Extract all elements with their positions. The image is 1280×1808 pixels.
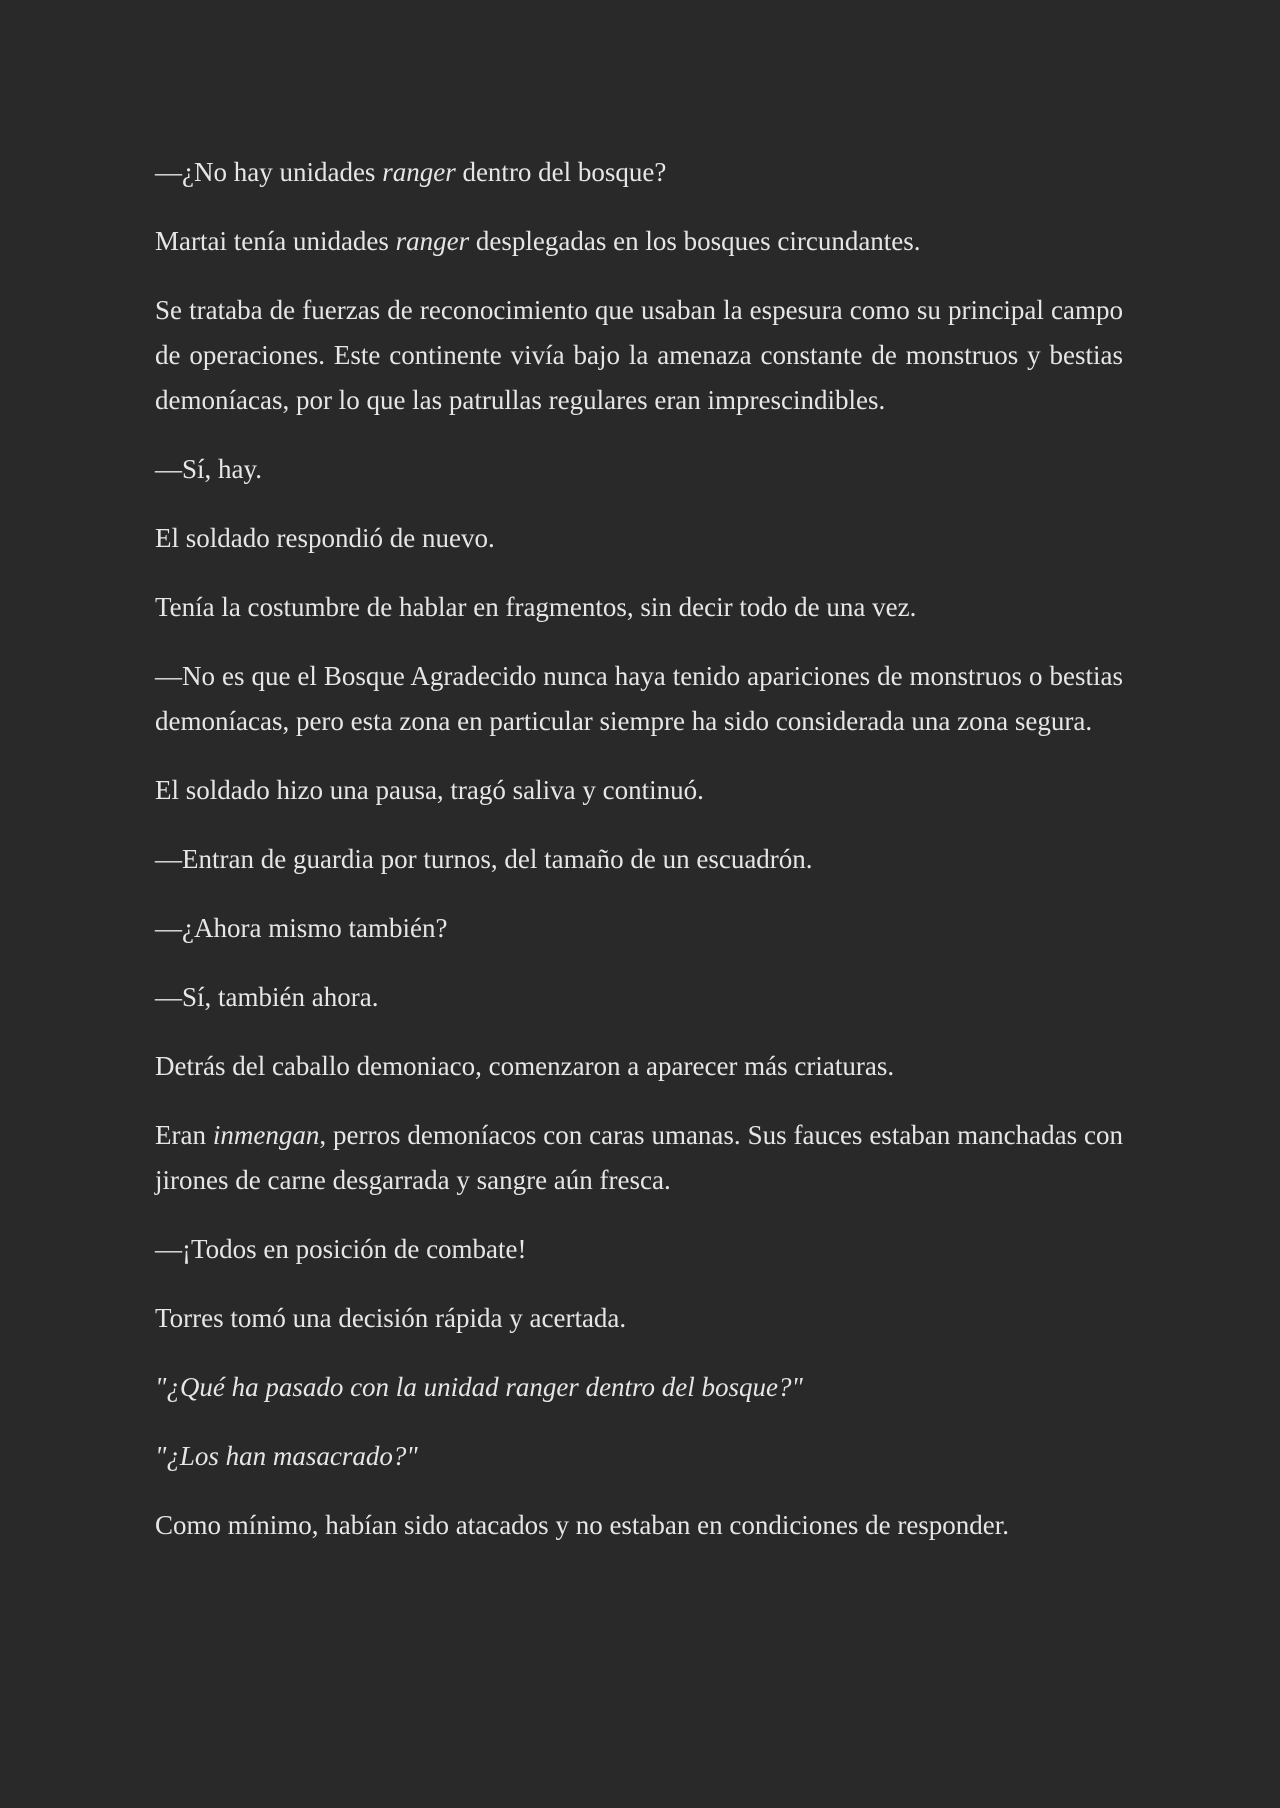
paragraph-dialogue: —Sí, también ahora.	[155, 982, 379, 1012]
paragraph-dialogue: —¿Ahora mismo también?	[155, 913, 448, 943]
paragraph-narration: Detrás del caballo demoniaco, comenzaron a aparecer más criaturas.	[155, 1051, 895, 1081]
paragraph-narration: Como mínimo, habían sido atacados y no estaban en condiciones de responder.	[155, 1510, 1010, 1540]
italic-term: ranger	[395, 226, 470, 256]
italic-term: inmengan	[212, 1120, 320, 1150]
paragraph-narration: El soldado respondió de nuevo.	[155, 523, 495, 553]
paragraph-narration: Se trataba de fuerzas de reconocimiento que usaban la espesura como su principal campo de operaciones. Este continente vivía bajo la amenaza constante de monstruos y bestias demoníacas, por lo que las patrullas regulares eran imprescindibles.	[155, 295, 1123, 415]
paragraph-dialogue: —¿No hay unidades ranger dentro del bosque?	[155, 157, 667, 187]
paragraph-narration: Torres tomó una decisión rápida y acertada.	[155, 1303, 627, 1333]
paragraph-dialogue: —Entran de guardia por turnos, del tamaño de un escuadrón.	[155, 844, 813, 874]
italic-term: ranger	[382, 157, 456, 187]
chapter-text	[155, 150, 1123, 1572]
paragraph-thought: "¿Los han masacrado?"	[155, 1441, 418, 1471]
paragraph-dialogue: —Sí, hay.	[155, 454, 262, 484]
paragraph-narration: Tenía la costumbre de hablar en fragmentos, sin decir todo de una vez.	[155, 592, 917, 622]
paragraph-narration: El soldado hizo una pausa, tragó saliva y continuó.	[155, 775, 704, 805]
paragraph-dialogue: —No es que el Bosque Agradecido nunca haya tenido apariciones de monstruos o bestias demoníacas, pero esta zona en particular siempre ha sido considerada una zona segura.	[155, 661, 1123, 736]
paragraph-narration: Eran inmengan, perros demoníacos con caras umanas. Sus fauces estaban manchadas con jirones de carne desgarrada y sangre aún fresca.	[155, 1120, 1124, 1195]
paragraph-dialogue: —¡Todos en posición de combate!	[155, 1234, 527, 1264]
paragraph-narration: Martai tenía unidades ranger desplegadas en los bosques circundantes.	[155, 226, 921, 256]
paragraph-thought: "¿Qué ha pasado con la unidad ranger dentro del bosque?"	[155, 1372, 803, 1402]
